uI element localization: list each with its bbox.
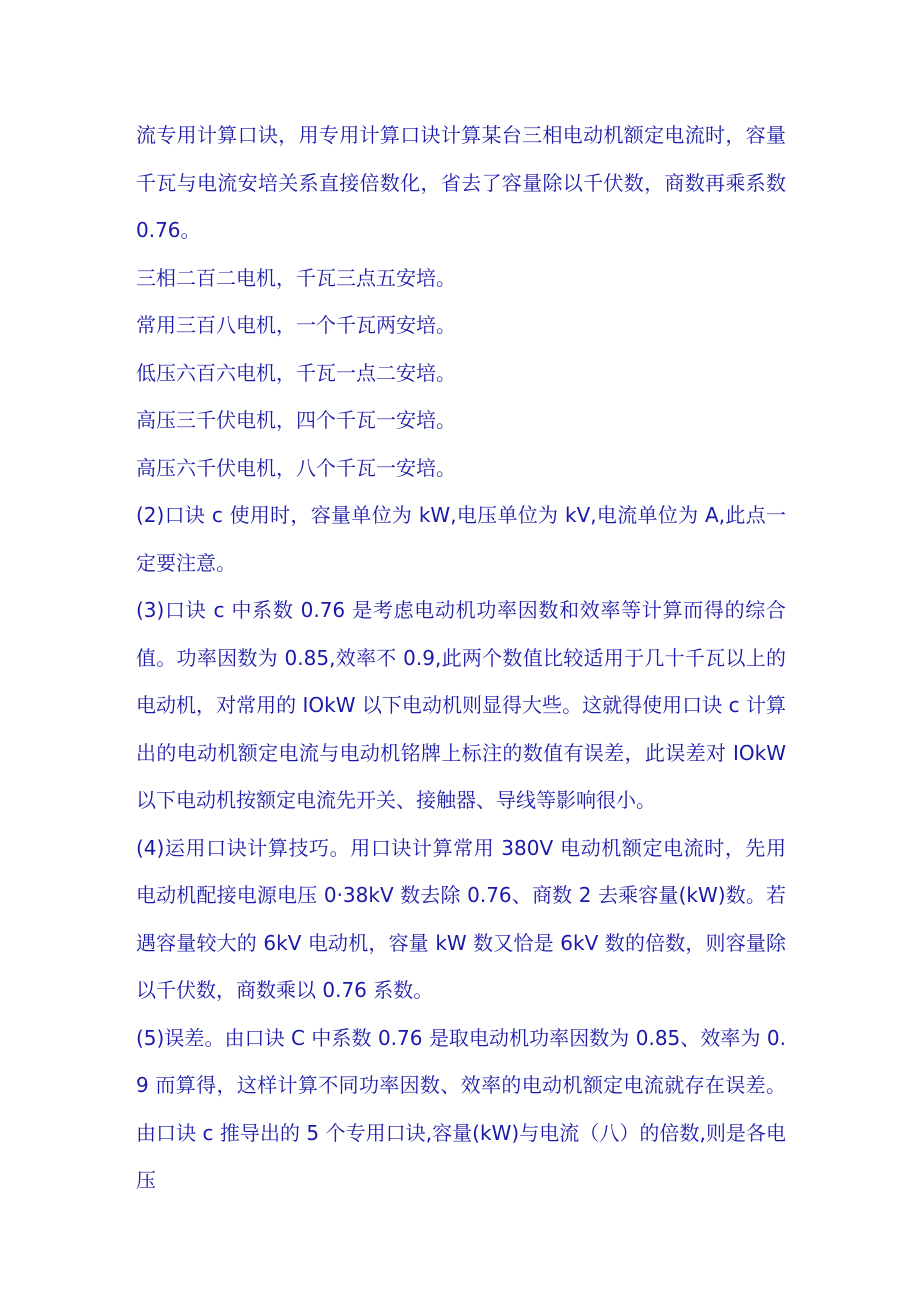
paragraph-note-2: (2)口诀 c 使用时，容量单位为 kW,电压单位为 kV,电流单位为 A,此点一定要注意。 <box>136 503 786 575</box>
rhyme-line-380v: 常用三百八电机，一个千瓦两安培。 <box>136 313 456 337</box>
paragraph-note-5: (5)误差。由口诀 C 中系数 0.76 是取电动机功率因数为 0.85、效率为 0.9 而算得，这样计算不同功率因数、效率的电动机额定电流就存在误差。由口诀 c 推导出的 5 个专用口诀,容量(kW)与电流（八）的倍数,则是各电压 <box>136 1025 786 1192</box>
document-body <box>136 112 786 1205</box>
rhyme-line-3kv: 高压三千伏电机，四个千瓦一安培。 <box>136 408 456 432</box>
paragraph-note-4: (4)运用口诀计算技巧。用口诀计算常用 380V 电动机额定电流时，先用电动机配接电源电压 0·38kV 数去除 0.76、商数 2 去乘容量(kW)数。若遇容量较大的 6kV 电动机，容量 kW 数又恰是 6kV 数的倍数，则容量除以千伏数，商数乘以 0.76 系数。 <box>136 835 786 1002</box>
rhyme-line-660v: 低压六百六电机，千瓦一点二安培。 <box>136 360 456 385</box>
rhyme-line-220v: 三相二百二电机，千瓦三点五安培。 <box>136 265 456 290</box>
paragraph-note-3: (3)口诀 c 中系数 0.76 是考虑电动机功率因数和效率等计算而得的综合值。功率因数为 0.85,效率不 0.9,此两个数值比较适用于几十千瓦以上的电动机，对常用的 IOkW 以下电动机则显得大些。这就得使用口诀 c 计算出的电动机额定电流与电动机铭牌上标注的数值有误差，此误差对 IOkW 以下电动机按额定电流先开关、接触器、导线等影响很小。 <box>136 598 786 812</box>
rhyme-line-6kv: 高压六千伏电机，八个千瓦一安培。 <box>136 455 456 480</box>
paragraph-intro: 流专用计算口诀，用专用计算口诀计算某台三相电动机额定电流时，容量千瓦与电流安培关系直接倍数化，省去了容量除以千伏数，商数再乘系数0.76。 <box>136 123 786 242</box>
